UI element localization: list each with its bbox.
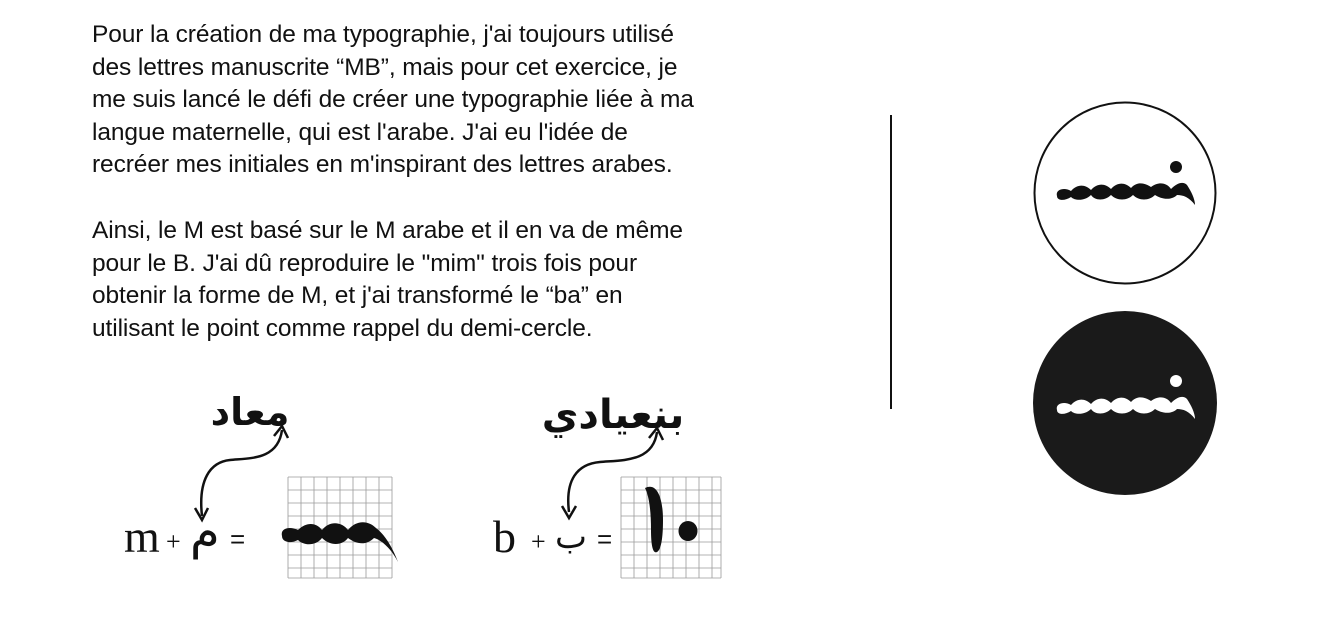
equals-sign-b: = xyxy=(597,524,613,554)
arabic-word-b: بنعيادي xyxy=(541,392,685,438)
vertical-divider xyxy=(890,115,892,409)
text-line: recréer mes initiales en m'inspirant des lettres arabes. xyxy=(92,151,673,178)
grid-b xyxy=(621,477,721,578)
explanation-paragraph xyxy=(92,215,792,345)
b-dot-glyph xyxy=(679,521,698,541)
text-line: langue maternelle, qui est l'arabe. J'ai eu l'idée de xyxy=(92,118,628,146)
arabic-mim: م xyxy=(190,504,220,560)
text-line: pour le B. J'ai dû reproduire le "mim" trois fois pour xyxy=(92,249,638,277)
arabic-word-m: معاد xyxy=(210,390,290,434)
text-line: me suis lancé le défi de créer une typographie liée à ma xyxy=(92,86,694,113)
arrow-curve-b xyxy=(568,432,657,512)
text-line: utilisant le point comme rappel du demi-cercle. xyxy=(92,314,593,342)
text-line: Ainsi, le M est basé sur le M arabe et il en va de même xyxy=(92,217,683,244)
arabic-ba: ب xyxy=(555,517,588,557)
b-construction-diagram xyxy=(485,380,745,590)
plus-sign-m: + xyxy=(166,527,181,556)
logo-filled xyxy=(1033,311,1217,495)
plus-sign-b: + xyxy=(531,527,546,556)
m-construction-diagram xyxy=(110,380,410,590)
equals-sign-m: = xyxy=(230,524,246,554)
intro-paragraph xyxy=(92,19,792,182)
latin-letter-m: m xyxy=(124,511,160,562)
logo-outline xyxy=(1033,101,1217,285)
text-line: obtenir la forme de M, et j'ai transformé le “ba” en xyxy=(92,282,623,309)
latin-letter-b: b xyxy=(493,511,516,562)
text-line: des lettres manuscrite “MB”, mais pour cet exercice, je xyxy=(92,53,678,81)
text-line: Pour la création de ma typographie, j'ai toujours utilisé xyxy=(92,21,674,48)
